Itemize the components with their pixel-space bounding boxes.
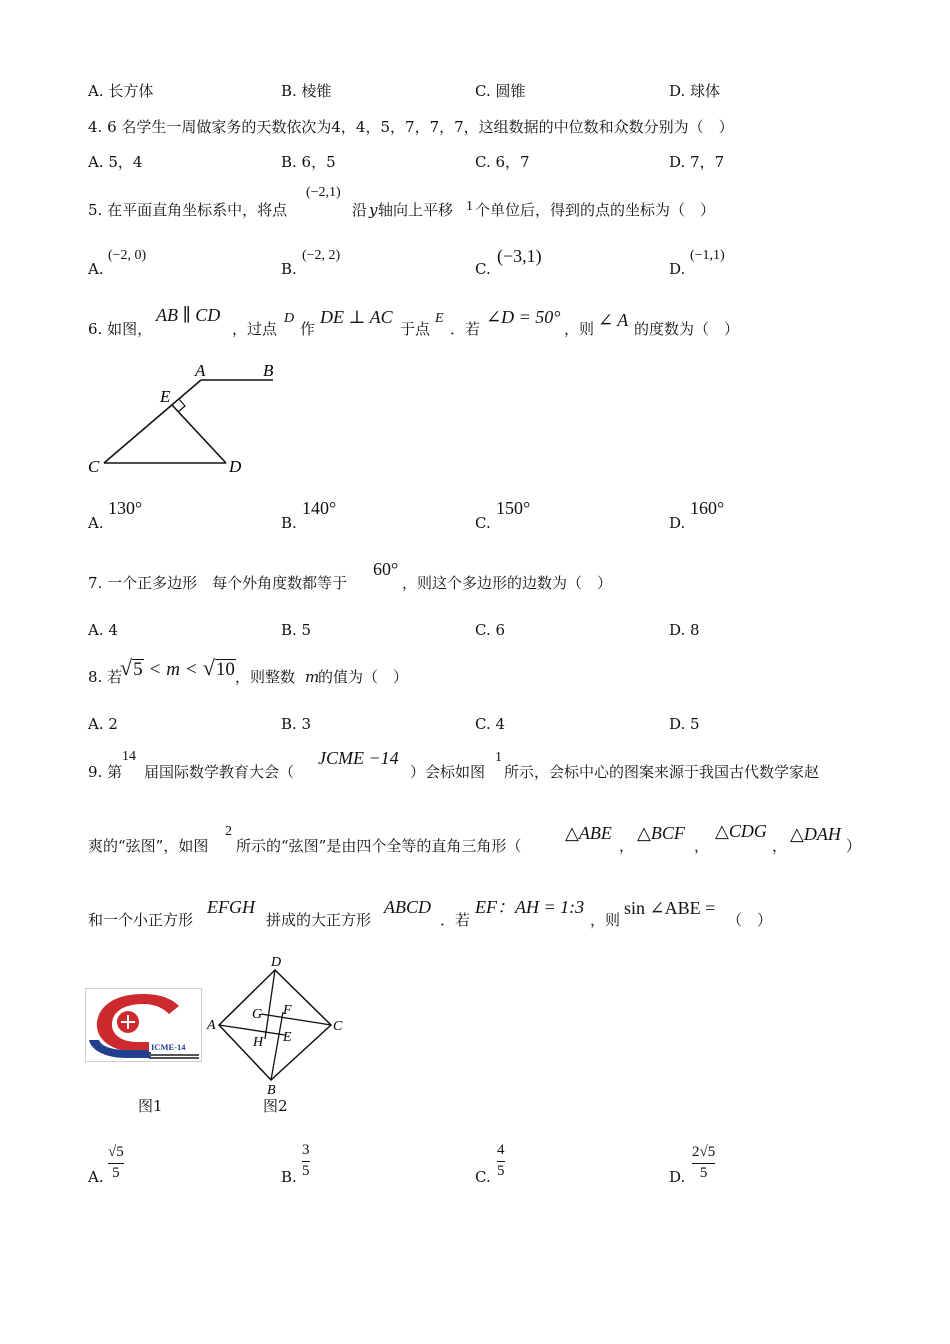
q9-line3-d: ，则 (590, 911, 621, 929)
q8-stem-pre: 8. 若 (88, 668, 123, 686)
q9-option-a: A. (88, 1168, 104, 1186)
q9-option-a-fraction (108, 1145, 124, 1182)
q9-square-abcd: ABCD (384, 897, 431, 917)
q9-line1-b: 届国际数学教育大会（ (144, 763, 295, 781)
label-e: E (160, 387, 171, 406)
q9-ratio: EF：AH = 1:3 (475, 897, 585, 917)
q6-figure (80, 355, 280, 480)
q6-point-e: E (435, 311, 444, 326)
q9-sin-expression: sin ∠ABE = (624, 898, 716, 918)
q9-jcme: JCME −14 (318, 748, 399, 768)
q3-option-b: B. 棱锥 (281, 82, 332, 100)
label-b: B (267, 1083, 276, 1097)
q5-option-a: A. (88, 260, 104, 278)
q9-option-a-denominator: 5 (112, 1164, 120, 1181)
q6-text-3: 作 (300, 320, 316, 338)
q9-option-b-denominator: 5 (302, 1162, 310, 1179)
label-d: D (271, 955, 282, 970)
q9-option-b-numerator: 3 (302, 1142, 310, 1158)
q8-option-b: B. 3 (281, 715, 312, 733)
q9-rparen: ） (846, 837, 862, 855)
q9-triangle-bcf: △BCF (637, 823, 685, 843)
q8-stem-post: 的值为（ ） (318, 668, 409, 686)
q9-option-d-numerator: 2√5 (692, 1144, 716, 1160)
q5-axis: y (369, 201, 378, 219)
q5-option-d-value: (−1,1) (690, 248, 725, 263)
q6-text-5: ．若 (450, 320, 481, 338)
q9-triangle-dah: △DAH (790, 824, 841, 844)
q9-option-a-numerator: √5 (108, 1144, 124, 1160)
q9-line1-d: 所示，会标中心的图案来源于我国古代数学家赵 (504, 763, 820, 781)
q7-option-c: C. 6 (475, 621, 506, 639)
q9-fig1-number: 1 (495, 750, 502, 765)
q8-less-than-1: < (149, 659, 161, 680)
q5-option-d: D. (669, 260, 686, 278)
q8-radicand-2: 10 (215, 659, 235, 680)
q9-figure2-diagram (205, 952, 347, 1097)
q7-option-b: B. 5 (281, 621, 312, 639)
outer-square (219, 970, 331, 1080)
q6-text-7: 的度数为（ ） (634, 320, 740, 338)
q8-less-than-2: < (186, 659, 197, 680)
q8-radicand-1: 5 (133, 659, 143, 680)
q7-option-a: A. 4 (88, 621, 118, 639)
q9-line3-a: 和一个小正方形 (88, 911, 194, 929)
q9-option-c-fraction (497, 1143, 505, 1180)
q8-option-d: D. 5 (669, 715, 700, 733)
q9-figure1-caption: 图1 (138, 1097, 163, 1115)
q3-option-d: D. 球体 (669, 82, 721, 100)
q5-stem-post: 轴向上平移 (378, 201, 454, 219)
q7-stem-post: ，则这个多边形的边数为（ ） (402, 574, 613, 592)
q4-option-b: B. 6，5 (281, 153, 336, 171)
line-dg (265, 970, 275, 1039)
q9-triangle-abe: △ABE (565, 823, 612, 843)
q9-line1-a: 9. 第 (88, 763, 123, 781)
label-f: F (283, 1003, 292, 1018)
q9-fig2-number: 2 (225, 824, 232, 839)
logo-text: ICME-14 (151, 1042, 186, 1052)
q9-square-efgh: EFGH (207, 897, 255, 917)
q6-angle-a: ∠ A (598, 310, 629, 330)
label-h: H (253, 1035, 264, 1050)
q9-comma-3: ， (772, 837, 788, 855)
q9-option-d-denominator: 5 (699, 1164, 708, 1181)
q8-variable-m-2: m (305, 668, 320, 686)
label-a: A (207, 1018, 216, 1033)
q9-line3-b: 拼成的大正方形 (266, 911, 372, 929)
q5-option-b: B. (281, 260, 297, 278)
label-e: E (283, 1030, 292, 1045)
q6-option-b: B. (281, 514, 297, 532)
q5-option-b-value: (−2, 2) (302, 248, 341, 263)
q5-option-c: C. (475, 260, 491, 278)
q9-number-14: 14 (122, 749, 136, 764)
q6-option-c: C. (475, 514, 491, 532)
q9-option-c: C. (475, 1168, 491, 1186)
q6-stem-pre: 6. 如图， (88, 320, 153, 338)
q9-line3-e: （ ） (727, 911, 773, 929)
q5-option-c-value: (−3,1) (497, 246, 542, 266)
q5-option-a-value: (−2, 0) (108, 248, 147, 263)
q6-option-b-value: 140° (302, 498, 337, 518)
q9-option-b: B. (281, 1168, 297, 1186)
q5-stem-pre: 5. 在平面直角坐标系中，将点 (88, 201, 288, 219)
q6-option-c-value: 150° (496, 498, 531, 518)
q6-option-d: D. (669, 514, 686, 532)
q3-option-a: A. 长方体 (88, 82, 154, 100)
label-b: B (263, 361, 274, 380)
q9-triangle-cdg: △CDG (715, 821, 767, 841)
q8-option-a: A. 2 (88, 715, 118, 733)
q6-text-4: 于点 (400, 320, 431, 338)
q5-stem-mid: 沿 (352, 201, 368, 219)
q5-one: 1 (466, 199, 473, 214)
q8-option-c: C. 4 (475, 715, 506, 733)
segment-de (172, 405, 226, 463)
q7-stem-pre: 7. 一个正多边形 每个外角度数都等于 (88, 574, 348, 592)
q9-comma-2: ， (694, 837, 710, 855)
q4-stem: 4. 6 名学生一周做家务的天数依次为4，4，5，7，7，7，这组数据的中位数和众数分别为（ ） (88, 118, 734, 136)
q6-cond-angle: ∠D = 50° (486, 307, 561, 327)
label-a: A (195, 361, 206, 380)
label-d: D (229, 457, 242, 476)
label-g: G (252, 1007, 263, 1022)
q6-point-d: D (284, 311, 295, 326)
q8-stem-mid: ，则整数 (235, 668, 296, 686)
q9-option-c-numerator: 4 (497, 1142, 505, 1158)
q9-option-d: D. (669, 1168, 686, 1186)
q6-text-6: ，则 (564, 320, 595, 338)
q4-option-a: A. 5，4 (88, 153, 143, 171)
q7-option-d: D. 8 (669, 621, 700, 639)
q9-line3-c: ．若 (440, 911, 471, 929)
q5-stem-end: 个单位后，得到的点的坐标为（ ） (475, 201, 716, 219)
q9-option-d-fraction (692, 1145, 715, 1182)
q6-cond-perpendicular: DE ⊥ AC (320, 307, 393, 327)
label-c: C (333, 1019, 343, 1034)
q4-option-d: D. 7，7 (669, 153, 725, 171)
q9-line1-c: ）会标如图 (410, 763, 486, 781)
line-ah (219, 1025, 285, 1035)
q5-point: (−2,1) (306, 185, 341, 200)
q7-angle: 60° (373, 559, 399, 579)
q9-option-c-denominator: 5 (497, 1162, 505, 1179)
q6-option-d-value: 160° (690, 498, 725, 518)
q3-option-c: C. 圆锥 (475, 82, 526, 100)
q9-comma-1: ， (619, 837, 635, 855)
q4-option-c: C. 6，7 (475, 153, 530, 171)
q8-variable-m: m (166, 659, 181, 680)
q6-option-a-value: 130° (108, 498, 143, 518)
q9-figure2-caption: 图2 (263, 1097, 288, 1115)
q9-figure1-logo (85, 988, 202, 1062)
q6-option-a: A. (88, 514, 104, 532)
q6-text-2: ，过点 (232, 320, 278, 338)
q9-line2-b: 所示的“弦图”是由四个全等的直角三角形（ (236, 837, 522, 855)
q6-cond-parallel: AB ∥ CD (156, 305, 221, 325)
q9-line2-a: 爽的“弦图”，如图 (88, 837, 209, 855)
q8-inequality: √ 5 < m < √ 10 (120, 655, 235, 680)
right-angle-mark (178, 399, 185, 412)
q9-option-b-fraction (302, 1143, 310, 1180)
label-c: C (88, 457, 100, 476)
